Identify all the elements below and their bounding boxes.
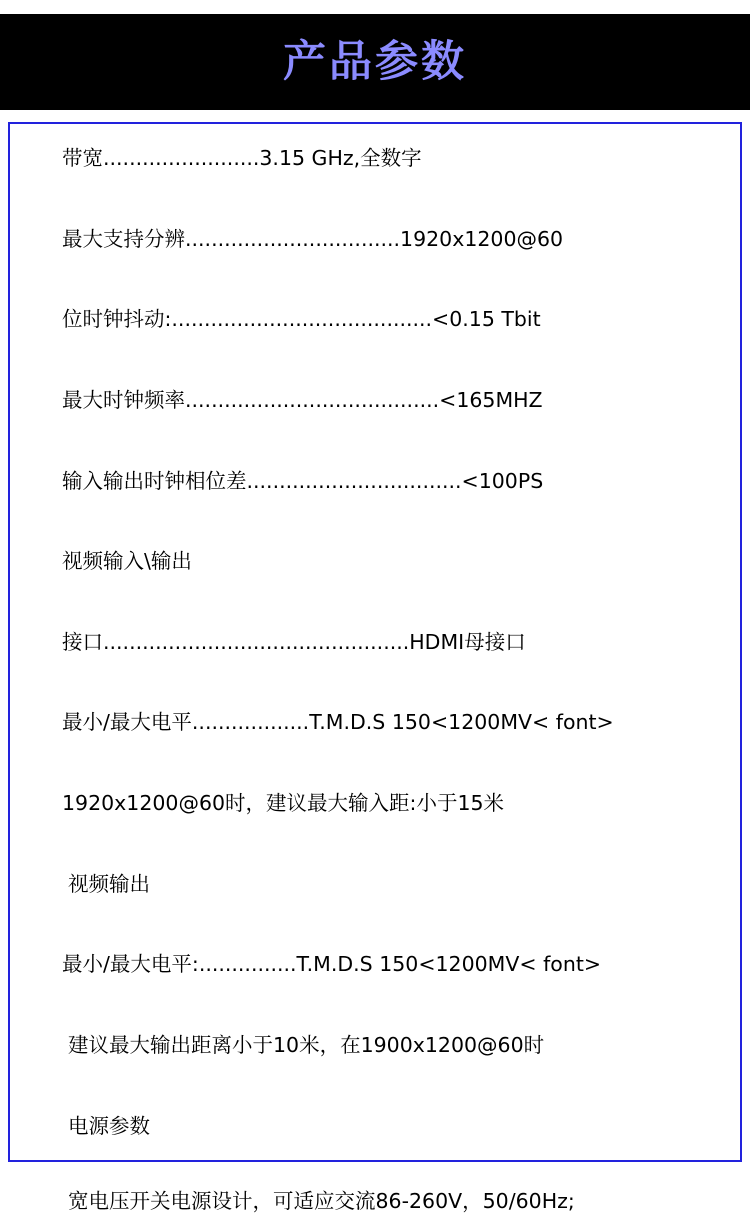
spec-line: 1920x1200@60时，建议最大输入距:小于15米: [62, 791, 505, 815]
spec-line: 最大支持分辨.................................1920x1200@60: [62, 226, 564, 251]
spec-line: 最小/最大电平:...............T.M.D.S 150<1200MV< font>: [62, 952, 602, 977]
spec-line: 宽电压开关电源设计，可适应交流86-260V，50/60Hz;: [68, 1189, 575, 1214]
spec-line: 最小/最大电平..................T.M.D.S 150<1200MV< font>: [62, 710, 614, 735]
spec-line: 视频输出: [68, 871, 150, 896]
top-white-strip: [0, 0, 750, 14]
spec-line: 输入输出时钟相位差.................................<100PS: [62, 468, 544, 493]
spec-line: 最大时钟频率.......................................<165MHZ: [62, 387, 543, 412]
spec-list-container: [8, 122, 742, 1214]
spec-line: 位时钟抖动:........................................<0.15 Tbit: [62, 307, 541, 332]
spec-line: 建议最大输出距离小于10米，在1900x1200@60时: [68, 1032, 545, 1057]
spec-line: 带宽........................3.15 GHz,全数字: [62, 146, 422, 170]
header-band: [0, 14, 750, 110]
page-title: 产品参数: [283, 36, 467, 87]
spec-line: 视频输入\输出: [62, 549, 192, 574]
spec-line: 接口...............................................HDMI母接口: [62, 629, 526, 654]
spec-line: 电源参数: [68, 1113, 150, 1138]
